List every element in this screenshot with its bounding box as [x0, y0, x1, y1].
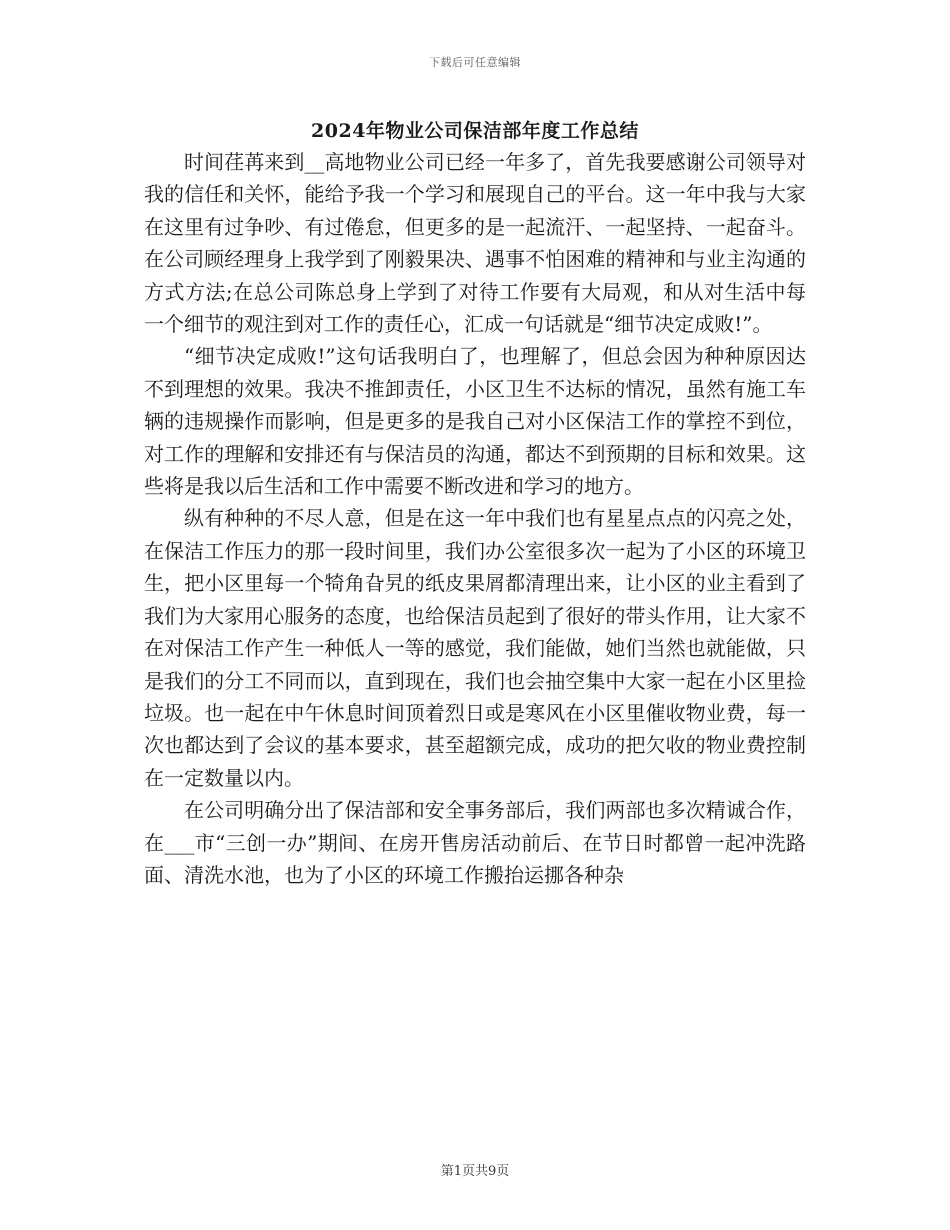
document-title: 2024年物业公司保洁部年度工作总结	[311, 120, 639, 142]
paragraph-4: 在公司明确分出了保洁部和安全事务部后，我们两部也多次精诚合作，在___市“三创一办”期间、在房开售房活动前后、在节日时都曾一起冲洗路面、清洗水池，也为了小区的环境工作搬抬运挪各种杂	[144, 798, 806, 887]
page-header-note: 下载后可任意编辑	[429, 56, 521, 69]
document-body	[144, 146, 806, 891]
paragraph-3: 纵有种种的不尽人意，但是在这一年中我们也有星星点点的闪亮之处，在保洁工作压力的那一段时间里，我们办公室很多次一起为了小区的环境卫生，把小区里每一个犄角旮旯的纸皮果屑都清理出来，让小区的业主看到了我们为大家用心服务的态度，也给保洁员起到了很好的带头作用，让大家不在对保洁工作产生一种低人一等的感觉，我们能做，她们当然也就能做，只是我们的分工不同而以，直到现在，我们也会抽空集中大家一起在小区里捡垃圾。也一起在中午休息时间顶着烈日或是寒风在小区里催收物业费，每一次也都达到了会议的基本要求，甚至超额完成，成功的把欠收的物业费控制在一定数量以内。	[144, 506, 806, 790]
paragraph-1: 时间荏苒来到__高地物业公司已经一年多了，首先我要感谢公司领导对我的信任和关怀，能给予我一个学习和展现自己的平台。这一年中我与大家在这里有过争吵、有过倦怠，但更多的是一起流汗、一起坚持、一起奋斗。在公司顾经理身上我学到了刚毅果决、遇事不怕困难的精神和与业主沟通的方式方法;在总公司陈总身上学到了对待工作要有大局观，和从对生活中每一个细节的观注到对工作的责任心，汇成一句话就是“细节决定成败!”。	[144, 150, 806, 337]
paragraph-2: “细节决定成败!”这句话我明白了，也理解了，但总会因为种种原因达不到理想的效果。我决不推卸责任，小区卫生不达标的情况，虽然有施工车辆的违规操作而影响，但是更多的是我自己对小区保洁工作的掌控不到位，对工作的理解和安排还有与保洁员的沟通，都达不到预期的目标和效果。这些将是我以后生活和工作中需要不断改进和学习的地方。	[144, 344, 806, 499]
page-number: 第1页共9页	[440, 1164, 510, 1179]
